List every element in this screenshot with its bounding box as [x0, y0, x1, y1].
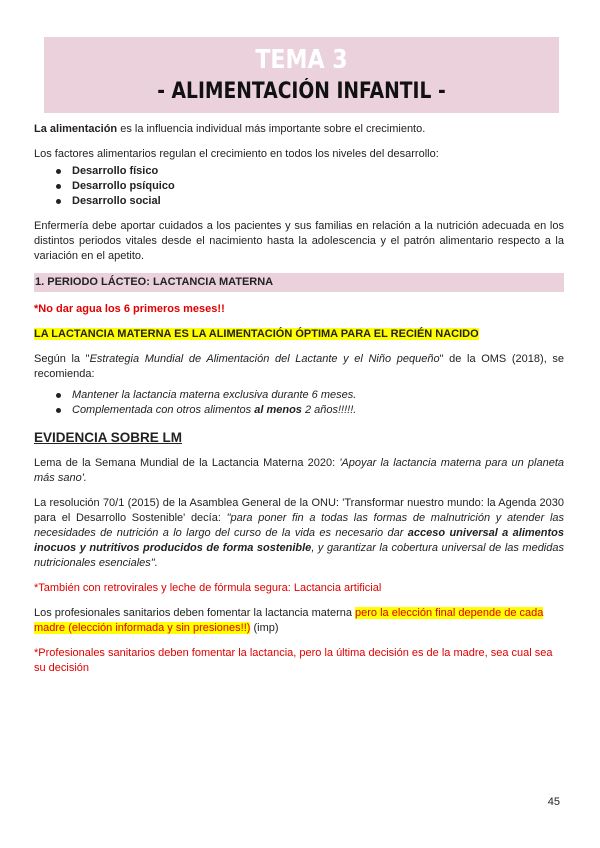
oms-strategy-title: Estrategia Mundial de Alimentación del Lactante y el Niño pequeño	[89, 353, 440, 365]
factors-paragraph: Los factores alimentarios regulan el crecimiento en todos los niveles del desarrollo:	[34, 148, 439, 160]
page-number: 45	[547, 796, 560, 808]
warning-note: *No dar agua los 6 primeros meses!!	[34, 303, 225, 315]
retroviral-note: *También con retrovirales y leche de fórmula segura: Lactancia artificial	[34, 582, 382, 594]
page-subtitle: - ALIMENTACIÓN INFANTIL -	[157, 79, 446, 104]
list-item: Desarrollo social	[72, 194, 564, 209]
prof-post: (imp)	[250, 622, 279, 634]
recommendations-list	[34, 388, 564, 418]
res-pre: La resolución 70/1 (2015) de la Asamblea General de la ONU: 'Transformar nuestro mundo: la Agenda 2030 para el Desarrollo Sostenible' decía:	[34, 497, 564, 524]
intro-paragraph	[34, 122, 564, 137]
highlight-line	[34, 327, 564, 342]
prof-highlight: pero la elección final depende de cada madre (elección informada y sin presiones!!)	[34, 607, 544, 634]
res-quote-1: "para poner fin a todas las formas de malnutrición y atender las necesidades de nutrición a lo largo del curso de la vida es necesario dar	[34, 512, 565, 539]
resolution-paragraph	[34, 496, 564, 571]
oms-paragraph	[34, 352, 564, 382]
section-heading: 1. PERIODO LÁCTEO: LACTANCIA MATERNA	[34, 273, 564, 292]
list-item: Desarrollo físico	[72, 164, 564, 179]
rec2-pre: Complementada con otros alimentos	[72, 404, 255, 416]
development-list	[34, 164, 564, 209]
prof-pre: Los profesionales sanitarios deben fomentar la lactancia materna	[34, 607, 356, 619]
document-body	[34, 122, 564, 676]
highlight-text: LA LACTANCIA MATERNA ES LA ALIMENTACIÓN ÓPTIMA PARA EL RECIÉN NACIDO	[34, 328, 479, 340]
oms-post: " de la OMS (2018), se recomienda:	[34, 353, 565, 380]
lema-quote: 'Apoyar la lactancia materna para un planeta más sano'.	[34, 457, 564, 484]
intro-bold: La alimentación	[34, 123, 118, 135]
list-item: Desarrollo psíquico	[72, 179, 564, 194]
page-title: TEMA 3	[255, 45, 348, 75]
title-banner	[44, 37, 559, 113]
list-item	[72, 403, 564, 418]
oms-pre: Según la "	[34, 353, 90, 365]
professionals-paragraph	[34, 606, 564, 636]
lema-pre: Lema de la Semana Mundial de la Lactancia Materna 2020:	[34, 457, 340, 469]
rec2-post: 2 años!!!!!.	[301, 404, 357, 416]
evidence-heading: EVIDENCIA SOBRE LM	[34, 430, 183, 445]
nursing-paragraph: Enfermería debe aportar cuidados a los pacientes y sus familias en relación a la nutrición adecuada en los distintos periodos vitales desde el nacimiento hasta la adolescencia y el patrón alimentario respecto a la variación en el apetito.	[34, 220, 564, 262]
rec2-bold: al menos	[254, 404, 302, 416]
lema-paragraph	[34, 456, 564, 486]
list-item: Mantener la lactancia materna exclusiva durante 6 meses.	[72, 388, 564, 403]
res-quote-2: , y garantizar la cobertura universal de las medidas nutricionales esenciales".	[34, 542, 564, 569]
res-quote-bold: acceso universal a alimentos inocuos y nutritivos producidos de forma sostenible	[34, 527, 564, 554]
decision-note: *Profesionales sanitarios deben fomentar la lactancia, pero la última decisión es de la madre, sea cual sea su decisión	[34, 647, 553, 674]
intro-text: es la influencia individual más importante sobre el crecimiento.	[117, 123, 426, 135]
